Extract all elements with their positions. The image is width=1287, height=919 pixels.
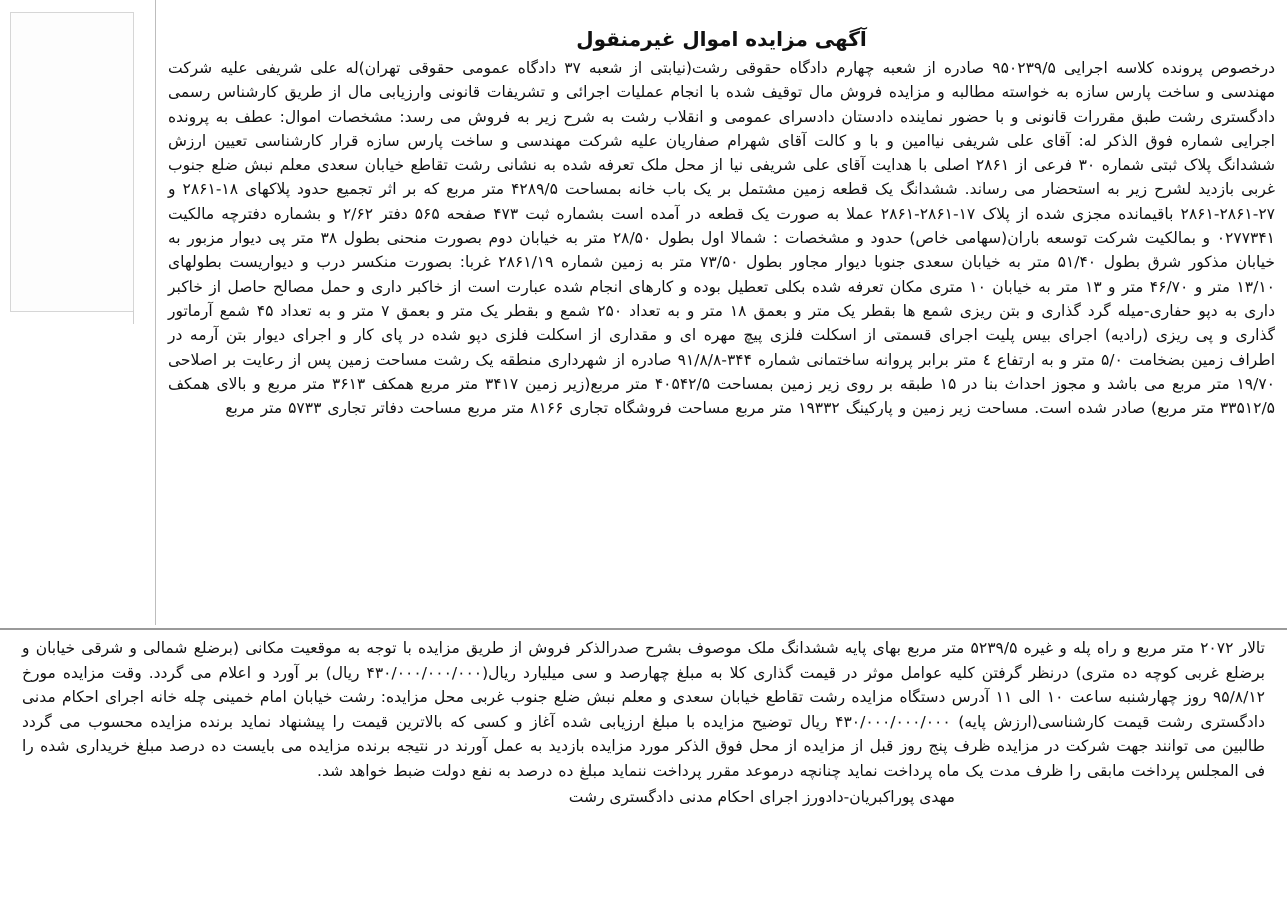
notice-signature: مهدی پوراکبریان-دادورز اجرای احکام مدنی دادگستری رشت (568, 787, 955, 806)
notice-upper-section (156, 0, 1287, 628)
side-blank-box (10, 12, 134, 312)
notice-body-lower: تالار ۲۰۷۲ متر مربع و راه پله و غیره ۵۲۳۹/۵ متر مربع بهای پایه ششدانگ ملک موصوف بشرح صدرالذکر فروش از طریق مزایده با توجه به موقعیت مکانی (برضلع شمالی و شرقی خیابان و برضلع غربی کوچه ده متری) درنظر گرفتن کلیه عوامل موثر در قیمت گذاری کلا به مبلغ چهارصد و سی میلیارد ریال(۴۳۰/۰۰۰/۰۰۰/۰۰۰ ریال) بر آورد و اعلام می گردد. وقت مزایده مورخ ۹۵/۸/۱۲ روز چهارشنبه ساعت ۱۰ الی ۱۱ آدرس دستگاه مزایده رشت تقاطع خیابان سعدی و معلم نبش ضلع جنوب غربی محل مزایده: رشت خیابان امام خمینی چله خانه اجرای احکام مدنی دادگستری رشت قیمت کارشناسی(ارزش پایه) ۴۳۰/۰۰۰/۰۰۰/۰۰۰ ریال توضیح مزایده با مبلغ ارزیابی شده آغاز و کسی که بالاترین قیمت را پیشنهاد نماید برنده مزایده محسوب می گردد طالبین می توانند جهت شرکت در مزایده ظرف پنج روز قبل از مزایده از محل فوق الذکر مورد مزایده بازدید به عمل آورند در نتیجه برنده مزایده می بایست ده درصد مبلغ خریداری شده را فی المجلس پرداخت مابقی را ظرف مدت یک ماه پرداخت نماید چنانچه درموعد مقرر پرداخت ننماید مبلغ ده درصد به نفع دولت ضبط خواهد شد. (22, 639, 1265, 780)
side-tick-mark (133, 310, 134, 324)
notice-body-upper: درخصوص پرونده کلاسه اجرایی ۹۵۰۲۳۹/۵ صادره از شعبه چهارم دادگاه حقوقی رشت(نیابتی از شعبه ۳۷ دادگاه عمومی حقوقی تهران)له علی شریفی علیه شرکت مهندسی و ساخت پارس سازه به خواسته مطالبه و مزایده فروش مال توقیف شده با انجام عملیات اجرائی و تشریفات قانونی وارزیابی مال از طریق کارشناس رسمی دادگستری رشت طبق مقررات قانونی و با حضور نماینده دادستان دادسرای عمومی و انقلاب رشت به شرح زیر به فروش می رسد: مشخصات اموال: عطف به پرونده اجرایی شماره فوق الذکر له: آقای علی شریفی نیاامین و با و کالت آقای شهرام صفاریان علیه شرکت مهندسی و ساخت پارس سازه قرار کارشناسی تعیین ارزش ششدانگ پلاک ثبتی شماره ۳۰ فرعی از ۲۸۶۱ اصلی با هدایت آقای علی شریفی نیا از محل ملک تعرفه شده به نشانی رشت تقاطع خیابان سعدی معلم نبش ضلع جنوب غربی بازدید لشرح زیر به استحضار می رساند. ششدانگ یک قطعه زمین مشتمل بر یک باب خانه بمساحت ۴۲۸۹/۵ متر مربع که بر اثر تجمیع حدود پلاکهای ۱۸-۲۸۶۱ و ۲۷-۲۸۶۱-۲۸۶۱ باقیمانده مجزی شده از پلاک ۱۷-۲۸۶۱-۲۸۶۱ عملا به صورت یک قطعه در آمده است بشماره ثبت ۴۷۳ صفحه ۵۶۵ دفتر ۲/۶۲ و بشماره دفترچه مالکیت ۰۲۷۷۳۴۱ و بمالکیت شرکت توسعه باران(سهامی خاص) حدود و مشخصات : شمالا اول بطول ۲۸/۵۰ متر به خیابان دوم بصورت منحنی بطول ۳۸ متر پی دیوار مزبور به خیابان مذکور شرق بطول ۵۱/۴۰ متر به خیابان سعدی جنوبا دیوار مجاور بطول ۷۳/۵۰ متر به زمین شماره ۲۸۶۱/۱۹ غربا: بصورت منکسر درب و دیواریست بطولهای ۱۳/۱۰ متر و ۴۶/۷۰ متر و ۱۳ متر به خیابان ۱۰ متری مکان تعرفه شده بکلی تعطیل بوده و کارهای انجام شده عبارت است از خاکبر داری و حمل مصالح حاصل از خاکبر داری به دپو حفاری-میله گرد گذاری و بتن ریزی شمع ها بقطر یک متر و بعمق ۱۸ متر و به تعداد ۲۵۰ شمع و بقطر یک متر و بعمق ۷ متر و به تعداد ۴۵ شمع آرماتور گذاری و پی ریزی (رادیه) اجرای بیس پلیت اجرای قسمتی از اسکلت فلزی پیچ مهره ای و مقداری از اسکلت فلزی دپو شده در پای کار و اجرای دیوار بتن آرمه در اطراف زمین بضخامت ۵/۰ متر و به ارتفاع ٤ متر برابر پروانه ساختمانی شماره ۳۴۴-۹۱/۸/۸ صادره از شهرداری منطقه یک رشت مساحت زمین پس از رعایت بر اصلاحی ۱۹/۷۰ متر مربع می باشد و مجوز احداث بنا در ۱۵ طبقه بر روی زیر زمین بمساحت ۴۰۵۴۲/۵ متر مربع(زیر زمین ۳۴۱۷ متر مربع همکف ۳۶۱۳ متر مربع و بالای همکف ۳۳۵۱۲/۵ متر مربع) صادر شده است. مساحت زیر زمین و پارکینگ ۱۹۳۳۲ متر مربع مساحت فروشگاه تجاری ۸۱۶۶ متر مربع مساحت دفاتر تجاری ۵۷۳۳ متر مربع (168, 59, 1276, 418)
left-margin-panel (0, 0, 156, 625)
notice-title: آگهی مزایده اموال غیرمنقول (576, 27, 867, 51)
notice-lower-section (0, 628, 1287, 919)
